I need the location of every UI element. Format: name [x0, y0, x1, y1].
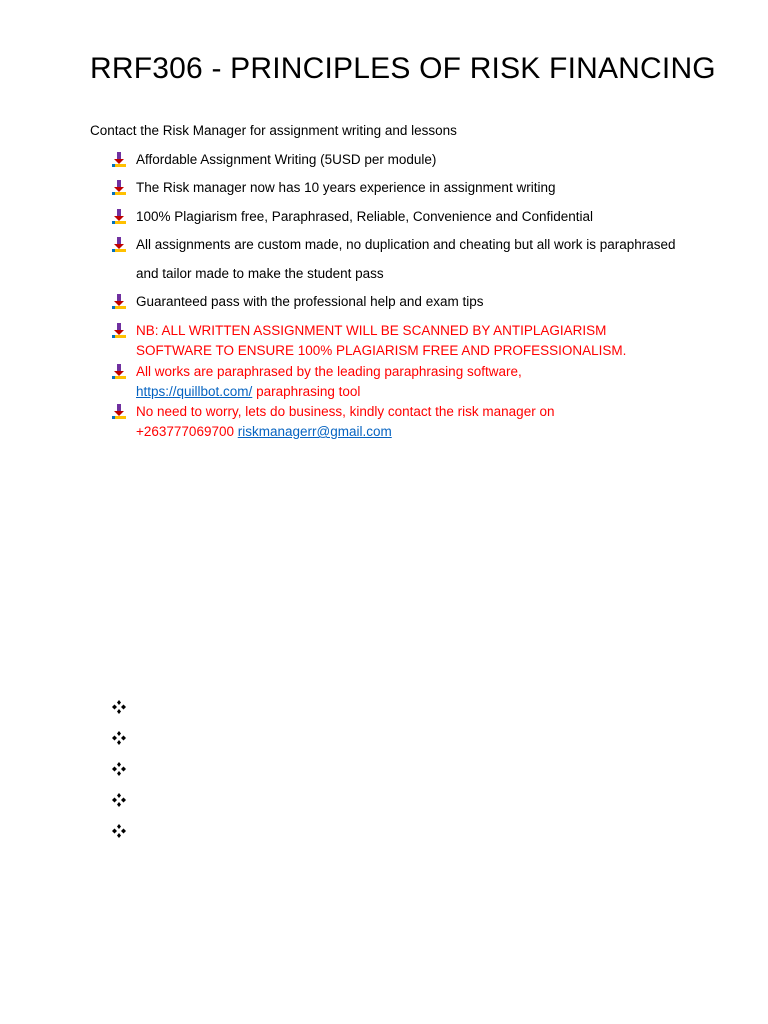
arrow-down-bullet-icon — [112, 404, 126, 419]
empty-list-item — [111, 792, 127, 808]
empty-list-item — [111, 761, 127, 777]
intro-text: Contact the Risk Manager for assignment writing and lessons — [90, 123, 457, 138]
empty-list-item — [111, 730, 127, 746]
bullet-text-line2: and tailor made to make the student pass — [136, 266, 384, 281]
arrow-down-bullet-icon — [112, 364, 126, 379]
quillbot-link[interactable]: https://quillbot.com/ — [136, 384, 253, 399]
bullet-text: Affordable Assignment Writing (5USD per module) — [136, 152, 437, 167]
phone-number: +263777069700 — [136, 424, 238, 439]
diamond-bullet-icon — [111, 730, 127, 746]
arrow-down-bullet-icon — [112, 323, 126, 338]
arrow-down-bullet-icon — [112, 180, 126, 195]
arrow-down-bullet-icon — [112, 237, 126, 252]
arrow-down-bullet-icon — [112, 152, 126, 167]
bullet-text: Guaranteed pass with the professional help and exam tips — [136, 294, 484, 309]
software-text-suffix: paraphrasing tool — [252, 384, 361, 399]
bullet-text-line1: All assignments are custom made, no duplication and cheating but all work is paraphrased — [136, 237, 676, 252]
warning-text-line2: SOFTWARE TO ENSURE 100% PLAGIARISM FREE AND PROFESSIONALISM. — [136, 343, 627, 358]
bullet-text: 100% Plagiarism free, Paraphrased, Reliable, Convenience and Confidential — [136, 209, 594, 224]
warning-text-line1: NB: ALL WRITTEN ASSIGNMENT WILL BE SCANNED BY ANTIPLAGIARISM — [136, 323, 607, 338]
contact-text-line2 — [136, 422, 736, 442]
contact-text-line1: No need to worry, lets do business, kindly contact the risk manager on — [136, 404, 555, 419]
diamond-bullet-icon — [111, 699, 127, 715]
diamond-bullet-icon — [111, 792, 127, 808]
arrow-down-bullet-icon — [112, 294, 126, 309]
arrow-down-bullet-icon — [112, 209, 126, 224]
document-title: RRF306 - PRINCIPLES OF RISK FINANCING — [90, 52, 716, 85]
empty-list-item — [111, 699, 127, 715]
empty-list-item — [111, 823, 127, 839]
software-text-line1: All works are paraphrased by the leading paraphrasing software, — [136, 364, 522, 379]
diamond-bullet-icon — [111, 823, 127, 839]
software-text-line2 — [136, 382, 736, 402]
email-link[interactable]: riskmanagerr@gmail.com — [237, 424, 392, 439]
diamond-bullet-icon — [111, 761, 127, 777]
bullet-text: The Risk manager now has 10 years experience in assignment writing — [136, 180, 556, 195]
